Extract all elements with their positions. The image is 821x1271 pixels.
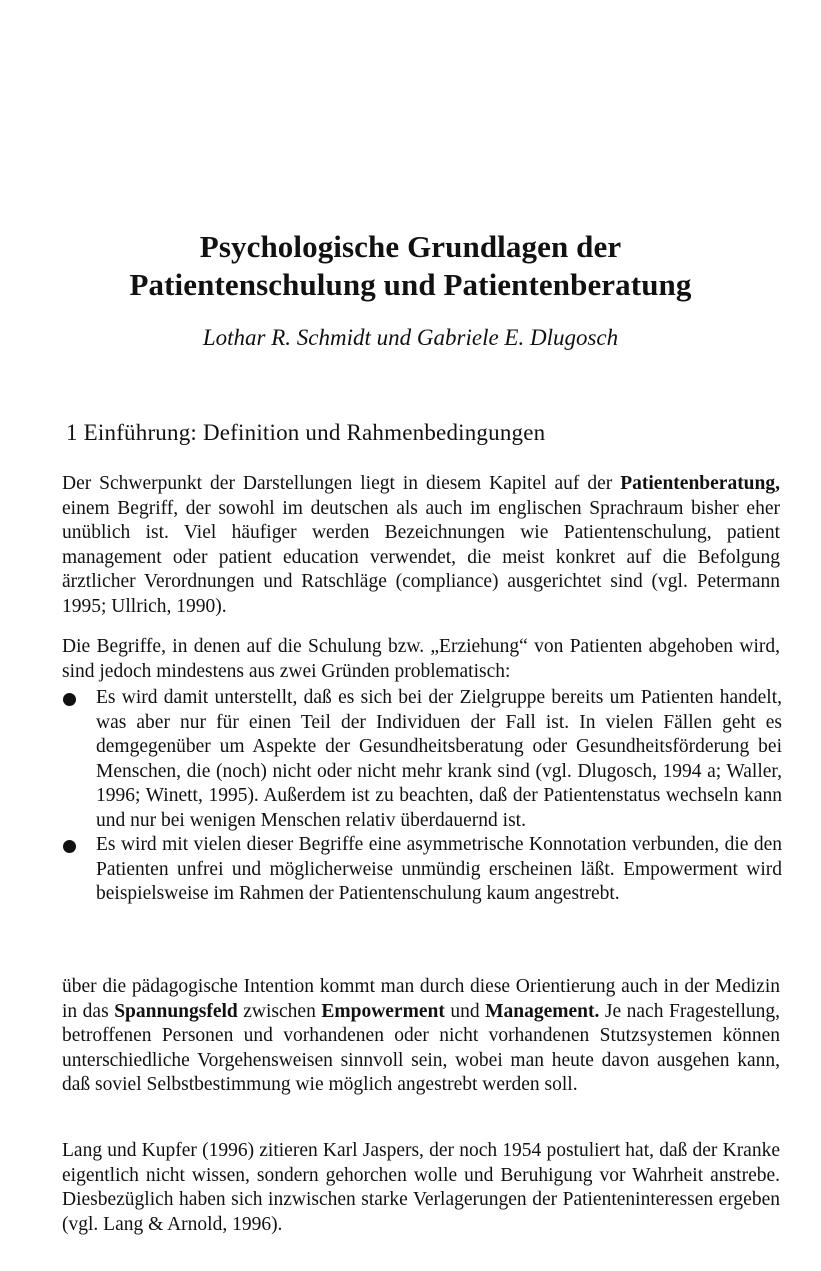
bullet-icon (63, 693, 76, 706)
paragraph-4: Lang und Kupfer (1996) zitieren Karl Jaspers, der noch 1954 postuliert hat, daß der Kranke eigentlich nicht wissen, sondern gehorchen wolle und Beruhigung vor Wahrheit anstrebe. Diesbezüglich haben sich inzwischen starke Verlagerungen der Patienteninteressen ergeben (vgl. Lang & Arnold, 1996). (62, 1140, 780, 1235)
paragraph-1 (62, 472, 780, 619)
paragraph-2: Die Begriffe, in denen auf die Schulung bzw. „Erziehung“ von Patienten abgehoben wird, sind jedoch mindestens aus zwei Gründen problematisch: (62, 636, 780, 682)
bullet-list (62, 686, 782, 907)
list-item-text: Es wird mit vielen dieser Begriffe eine asymmetrische Konnotation verbunden, die den Patienten unfrei und möglicherweise unmündig erscheinen läßt. Empowerment wird beispielsweise im Rahmen der Patientenschulung kaum angestrebt. (96, 834, 782, 904)
section-heading: 1 Einführung: Definition und Rahmenbedingungen (66, 420, 546, 445)
paragraph-1-text-b: einem Begriff, der sowohl im deutschen als auch im englischen Sprachraum bisher eher unüblich ist. Viel häufiger werden Bezeichnungen wie Patientenschulung, patient management oder patient education verwendet, die meist konkret auf die Befolgung ärztlicher Verordnungen und Ratschläge (compliance) ausgerichtet sind (vgl. Petermann 1995; Ullrich, 1990). (62, 497, 780, 617)
list-item (62, 686, 782, 833)
page-title-line-1: Psychologische Grundlagen der (199, 229, 622, 264)
list-item (62, 833, 782, 907)
paragraph-3 (62, 975, 780, 1098)
paragraph-3-bold-1: Spannungsfeld (114, 1000, 238, 1022)
paragraph-1-bold-term: Patientenberatung, (620, 473, 780, 494)
paragraph-3-text-d: Je nach Fragestellung, betroffenen Personen und vorhandenen oder nicht vorhandenen Stutzsystemen können unterschiedliche Vorgehensweisen sinnvoll sein, wobei man heute davon ausgehen kann, daß soviel Selbstbestimmung wie möglich angestrebt werden soll. (62, 1000, 780, 1095)
paragraph-3-text-c: und (444, 1000, 486, 1022)
paragraph-3-bold-2: Empowerment (321, 1000, 445, 1022)
paragraph-3-text-a: über die pädagogische Intention kommt man durch diese Orientierung auch in der Medizin in das (62, 976, 780, 1022)
paragraph-3-bold-3: Management. (485, 1000, 600, 1022)
list-item-text: Es wird damit unterstellt, daß es sich bei der Zielgruppe bereits um Patienten handelt, was aber nur für einen Teil der Individuen der Fall ist. In vielen Fällen geht es demgegenüber um Aspekte der Gesundheitsberatung oder Gesundheitsförderung bei Menschen, die (noch) nicht oder nicht mehr krank sind (vgl. Dlugosch, 1994 a; Waller, 1996; Winett, 1995). Außerdem ist zu beachten, daß der Patientenstatus wechseln kann und nur bei wenigen Menschen relativ überdauernd ist. (96, 687, 782, 831)
page-title-line-2: Patientenschulung und Patientenberatung (129, 267, 692, 302)
bullet-icon (63, 840, 76, 853)
paragraph-1-text-a: Der Schwerpunkt der Darstellungen liegt in diesem Kapitel auf der (62, 473, 621, 494)
paragraph-3-text-b: zwischen (237, 1000, 322, 1022)
authors: Lothar R. Schmidt und Gabriele E. Dlugosch (202, 325, 619, 350)
